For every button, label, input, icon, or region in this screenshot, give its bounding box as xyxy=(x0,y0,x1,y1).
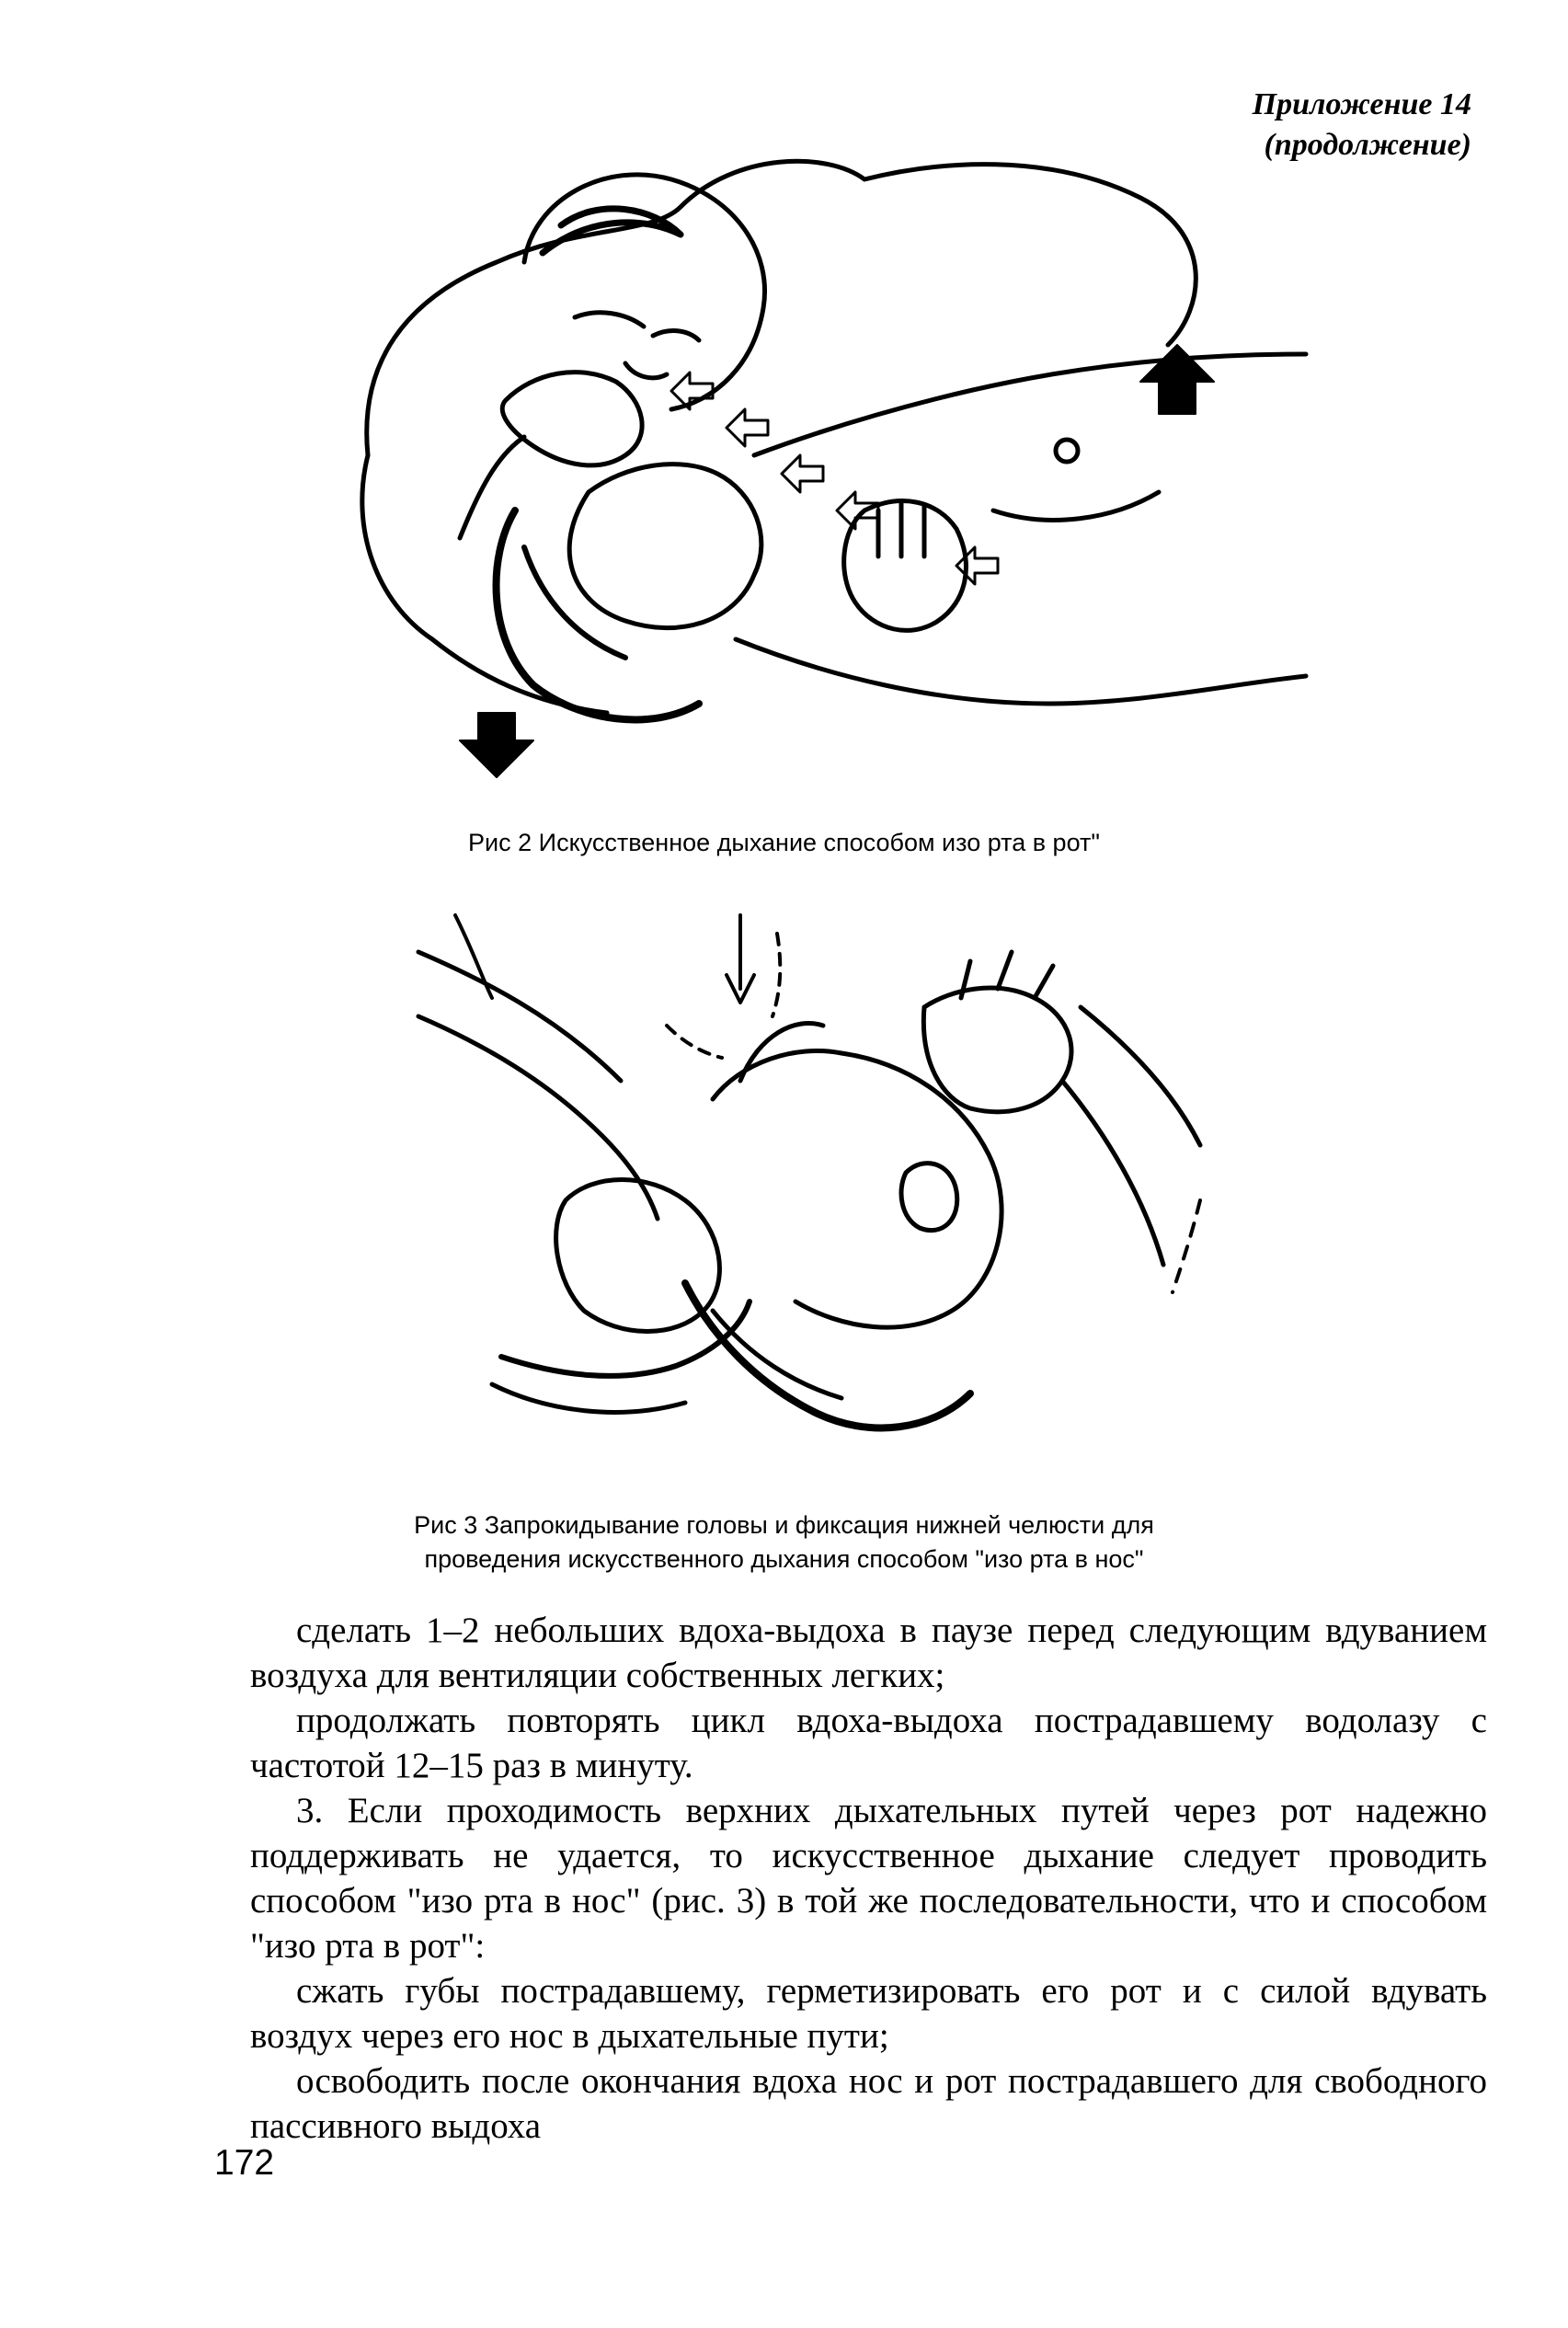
body-text xyxy=(250,1608,1487,2149)
paragraph: 3. Если проходимость верхних дыхательных путей через рот надежно поддерживать не удается, то искусственное дыхание следует проводить способом "изо рта в нос" (рис. 3) в той же последовательности, что и способом "изо рта в рот": xyxy=(250,1791,1487,1966)
figure-3-caption-line-1: Рис 3 Запрокидывание головы и фиксация нижней челюсти для xyxy=(414,1511,1154,1539)
figure-3-illustration xyxy=(409,897,1237,1481)
paragraph: освободить после окончания вдоха нос и рот пострадавшего для свободного пассивного выдоха xyxy=(250,2061,1487,2146)
paragraph: сделать 1–2 небольших вдоха-выдоха в паузе перед следующим вдуванием воздуха для вентиляции собственных легких; xyxy=(250,1611,1487,1695)
page-number: 172 xyxy=(214,2143,275,2183)
continuation-label: (продолжение) xyxy=(1264,128,1471,162)
figure-2-caption: Рис 2 Искусственное дыхание способом изо рта в рот" xyxy=(468,829,1100,856)
appendix-label: Приложение 14 xyxy=(1252,87,1471,121)
paragraph: продолжать повторять цикл вдоха-выдоха пострадавшему водолазу с частотой 12–15 раз в минуту. xyxy=(250,1701,1487,1785)
figure-2-illustration xyxy=(349,124,1315,786)
paragraph: сжать губы пострадавшему, герметизировать его рот и с силой вдувать воздух через его нос в дыхательные пути; xyxy=(250,1971,1487,2056)
figure-3-caption xyxy=(0,1508,1568,1577)
figure-3-caption-line-2: проведения искусственного дыхания способом "изо рта в нос" xyxy=(424,1545,1144,1573)
